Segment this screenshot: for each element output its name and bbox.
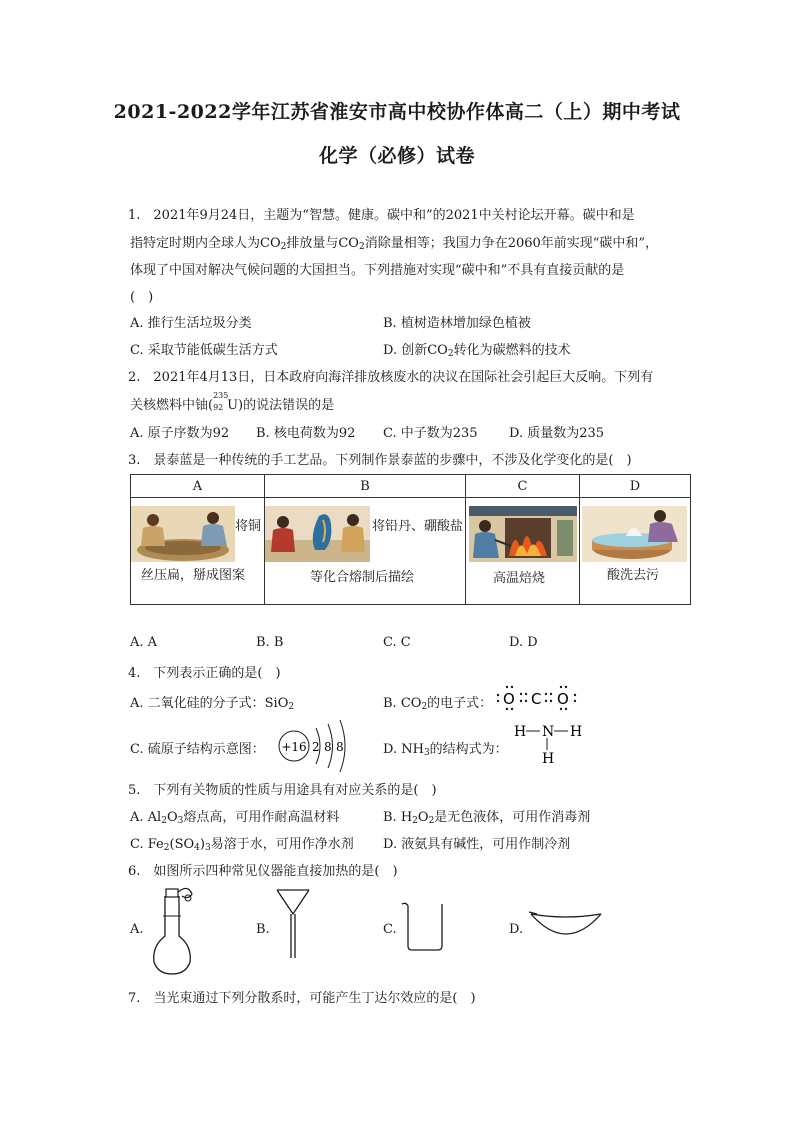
q6-stem: 6. 如图所示四种常见仪器能直接加热的是( ) (128, 864, 398, 879)
q4-option-a: A. 二氧化硅的分子式：SiO$_2$ (130, 696, 295, 712)
q2-option-d: D. 质量数为235 (509, 426, 605, 441)
q2-option-c: C. 中子数为235 (383, 426, 478, 441)
paper-title: 2021-2022学年江苏省淮安市高中校协作体高二（上）期中考试 (113, 101, 681, 123)
q1-option-d: D. 创新$CO_2$转化为碳燃料的技术 (383, 343, 571, 359)
q3-image-a (131, 506, 235, 562)
q4-stem: 4. 下列表示正确的是( ) (128, 666, 281, 681)
q1-line4: ( ) (130, 290, 154, 305)
q3-option-c: C. C (383, 635, 411, 650)
q5-option-c: C. $Fe_2(SO_4)_3$易溶于水，可用作净水剂 (130, 837, 354, 853)
q4-option-c: C. 硫原子结构示意图： (130, 742, 265, 757)
evaporating-dish-icon (527, 906, 605, 950)
q3-stem: 3. 景泰蓝是一种传统的手工艺品。下列制作景泰蓝的步骤中，不涉及化学变化的是( ) (128, 453, 632, 468)
q2-line2: 关核燃料中铀( 235 92 U)的说法错误的是 (130, 391, 335, 413)
co2-electron-formula (497, 684, 577, 712)
q6-option-b-label: B. (256, 922, 270, 937)
q6-option-a-label: A. (130, 922, 144, 937)
q3-table (130, 474, 691, 605)
q3-header-d: D (580, 475, 691, 498)
q1-option-b: B. 植树造林增加绿色植被 (383, 316, 531, 331)
shell-1-count: 2 (312, 740, 320, 754)
nh3-h-right: H (570, 724, 583, 740)
nh3-h-left: H (514, 724, 527, 740)
q3-header-a: A (131, 475, 265, 498)
q3-image-d (582, 506, 687, 562)
q3-cell-a (131, 498, 265, 605)
q3-option-b: B. B (256, 635, 284, 650)
q5-option-b: B. $H_2O_2$是无色液体，可用作消毒剂 (383, 810, 591, 826)
q3-image-c (469, 506, 577, 562)
nh3-n: N (542, 724, 555, 740)
volumetric-flask-icon (148, 886, 204, 982)
sulfur-atom-diagram (276, 718, 356, 774)
q3-option-a: A. A (130, 635, 158, 650)
q4-option-b: B. $CO_2$的电子式： (383, 696, 493, 712)
shell-2-count: 8 (324, 740, 332, 754)
q3-a-caption: 丝压扁，掰成图案 (141, 568, 246, 583)
q1-option-c: C. 采取节能低碳生活方式 (130, 343, 278, 358)
q3-b-side-text: 将铅丹、硼酸盐 (372, 519, 464, 534)
nucleus-charge: +16 (281, 740, 307, 754)
beaker-icon (400, 898, 450, 958)
q3-d-caption: 酸洗去污 (607, 568, 660, 583)
shell-3-count: 8 (336, 740, 344, 754)
q6-option-c-label: C. (383, 922, 397, 937)
nh3-h-bottom: H (542, 751, 555, 766)
q3-c-caption: 高温焙烧 (493, 571, 546, 586)
q1-line3: 体现了中国对解决气候问题的大国担当。下列措施对实现“碳中和”不具有直接贡献的是 (130, 263, 625, 278)
q3-a-side-text: 将铜 (235, 519, 262, 534)
q5-option-d: D. 液氨具有碱性，可用作制冷剂 (383, 837, 571, 852)
q3-cell-c (466, 498, 580, 605)
q3-cell-d (580, 498, 691, 605)
co2-o-right: O (557, 690, 569, 708)
nh3-structural-formula (510, 718, 586, 766)
q1-line1: 1. 2021年9月24日，主题为“智慧。健康。碳中和”的2021中关村论坛开幕。碳中和是 (128, 208, 635, 223)
co2-o-left: O (503, 690, 515, 708)
q3-option-d: D. D (509, 635, 538, 650)
q1-line2: 指特定时期内全球人为$CO_2$排放量与$CO_2$消除量相等；我国力争在2060年前实现“碳中和”， (130, 236, 659, 252)
q5-option-a: A. $Al_2O_3$熔点高，可用作耐高温材料 (130, 810, 340, 826)
co2-c: C (531, 690, 542, 708)
q3-header-b: B (265, 475, 466, 498)
q3-image-b (265, 506, 370, 562)
funnel-icon (273, 886, 313, 966)
q3-cell-b (265, 498, 466, 605)
paper-subtitle: 化学（必修）试卷 (318, 145, 475, 167)
q3-header-c: C (466, 475, 580, 498)
q7-stem: 7. 当光束通过下列分散系时，可能产生丁达尔效应的是( ) (128, 991, 476, 1006)
q4-option-d: D. $NH_3$的结构式为： (383, 742, 508, 758)
q2-option-a: A. 原子序数为92 (130, 426, 230, 441)
q5-stem: 5. 下列有关物质的性质与用途具有对应关系的是( ) (128, 783, 437, 798)
q6-option-d-label: D. (509, 922, 524, 937)
q2-option-b: B. 核电荷数为92 (256, 426, 356, 441)
q1-option-a: A. 推行生活垃圾分类 (130, 316, 252, 331)
q2-line1: 2. 2021年4月13日，日本政府向海洋排放核废水的决议在国际社会引起巨大反响。下列有 (128, 370, 654, 385)
q3-b-caption: 等化合熔制后描绘 (310, 570, 415, 585)
